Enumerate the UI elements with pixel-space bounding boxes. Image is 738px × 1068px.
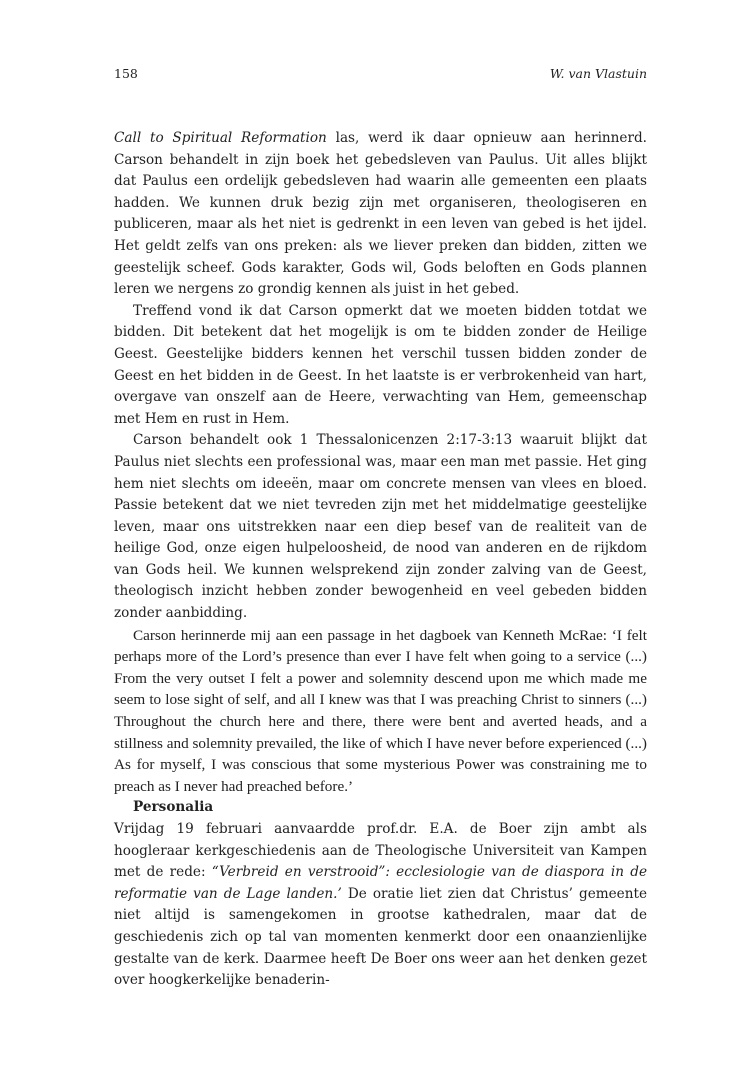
section-heading-personalia: Personalia (133, 799, 214, 816)
oration-title: “Verbreid en verstrooid”: ecclesiologie van de diaspora in de reformatie van de Lage landen.’ (114, 864, 647, 902)
main-text-block (114, 128, 647, 992)
page-header (114, 64, 647, 84)
personalia-paragraph (114, 819, 647, 992)
paragraph-2: Treffend vond ik dat Carson opmerkt dat we moeten bidden totdat we bidden. Dit betekent dat het mogelijk is om te bidden zonder de Heilige Geest. Geestelijke bidders kennen het verschil tussen bidden zonder de Geest en het bidden in de Geest. In het laatste is er verbrokenheid van hart, overgave van onszelf aan de Heere, verwachting van Hem, gemeenschap met Hem en rust in Hem. (114, 302, 647, 427)
paragraph-4-quote: Carson herinnerde mij aan een passage in het dagboek van Kenneth McRae: ‘I felt perhaps more of the Lord’s presence than ever I have felt when going to a service (...) From the very outset I felt a power and solemnity descend upon me which made me seem to lose sight of self, and all I knew was that I was preaching Christ to sinners (...) Throughout the church here and there, there were bent and averted heads, and a stillness and solemnity prevailed, the like of which I have never before experienced (...) As for myself, I was conscious that some mysterious Power was constraining me to preach as I never had preached before.’ (114, 626, 647, 795)
running-head-author: W. van Vlastuin (549, 66, 647, 81)
personalia-text-start: Vrijdag 19 februari aanvaardde prof.dr. E.A. de Boer zijn ambt als hoogleraar kerkgeschiedenis aan de Theologische Universiteit van Kampen met de rede: (114, 821, 647, 881)
paragraph-1-text: las, werd ik daar opnieuw aan herinnerd. Carson behandelt in zijn boek het gebedsleven van Paulus. Uit alles blijkt dat Paulus een ordelijk gebedsleven had waarin alle gemeenten een plaats hadden. We kunnen druk bezig zijn met organiseren, theologiseren en publiceren, maar als het niet is gedrenkt in een leven van gebed is het ijdel. Het geldt zelfs van ons preken: als we liever preken dan bidden, zitten we geestelijk scheef. Gods karakter, Gods wil, Gods beloften en Gods plannen leren we nergens zo grondig kennen als juist in het gebed. (114, 130, 647, 298)
book-title: Call to Spiritual Reformation (114, 130, 327, 146)
page-number: 158 (114, 66, 138, 81)
paragraph-3: Carson behandelt ook 1 Thessalonicenzen 2:17-3:13 waaruit blijkt dat Paulus niet slechts een professional was, maar een man met passie. Het ging hem niet slechts om ideeën, maar om concrete mensen van vlees en bloed. Passie betekent dat we niet tevreden zijn met het middelmatige geestelijke leven, maar ons uitstrekken naar een diep besef van de realiteit van de heilige God, onze eigen hulpeloosheid, de nood van anderen en de rijkdom van Gods heil. We kunnen welsprekend zijn zonder zalving van de Geest, theologisch inzicht hebben zonder bewogenheid en veel gebeden bidden zonder aanbidding. (114, 432, 647, 622)
paragraph-1 (114, 128, 647, 301)
personalia-text-end: De oratie liet zien dat Christus’ gemeente niet altijd is samengekomen in grootse kathedralen, maar dat de geschiedenis zich op tal van momenten kenmerkt door een onaanzienlijke gestalte van de kerk. Daarmee heeft De Boer ons weer aan het denken gezet over hoogkerkelijke benaderin- (114, 885, 647, 989)
